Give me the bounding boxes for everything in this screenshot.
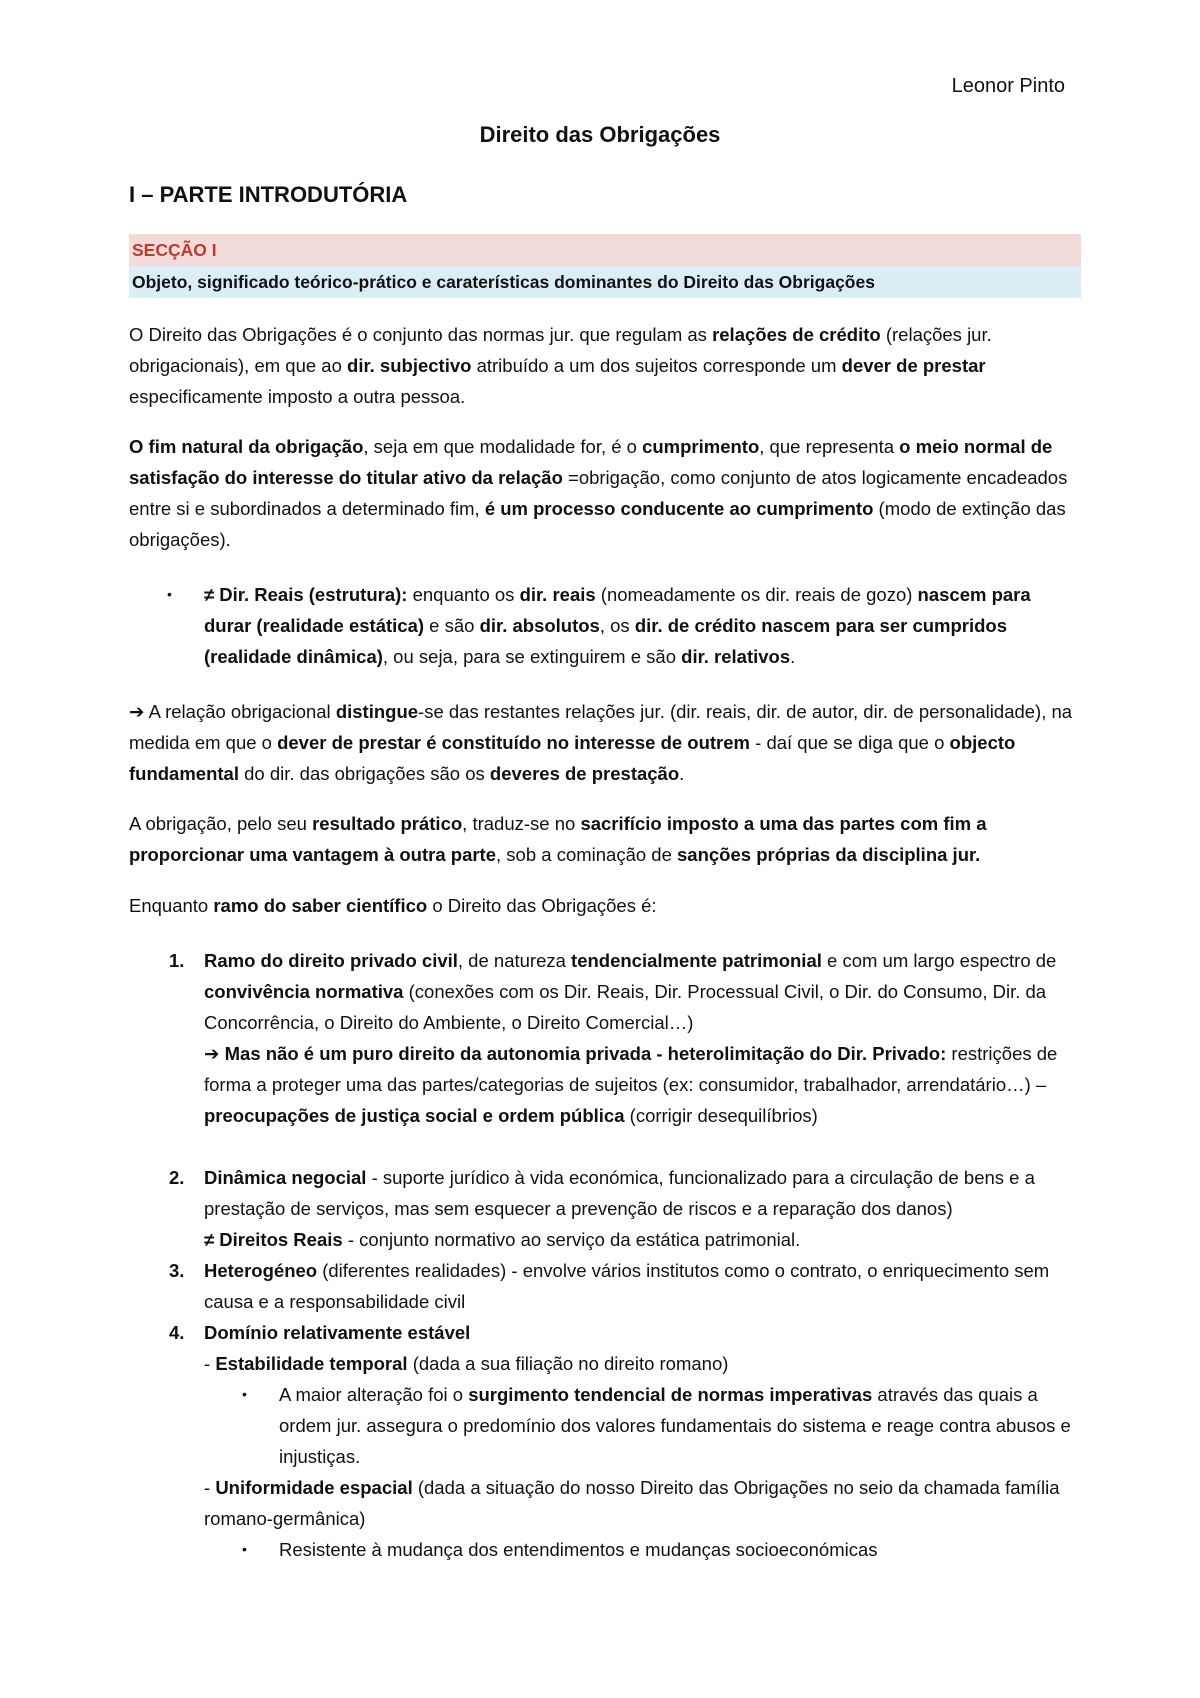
- text-run: - conjunto normativo ao serviço da estática patrimonial.: [342, 1229, 801, 1250]
- bold-text-run: nascem para durar (realidade estática): [204, 584, 1031, 636]
- list-number: 3.: [169, 1260, 185, 1281]
- bold-text-run: dir. absolutos: [479, 615, 600, 636]
- bullet-icon: •: [167, 586, 172, 602]
- paragraph-distinction: [129, 696, 1084, 789]
- text-run: A maior alteração foi o: [279, 1384, 469, 1405]
- list-item-text: [204, 1162, 1084, 1224]
- list-item-text: [204, 945, 1084, 1038]
- text-run: A relação obrigacional: [144, 701, 336, 722]
- bold-text-run: ➔: [129, 701, 145, 722]
- text-run: (modo de extinção das obrigações).: [129, 498, 1066, 550]
- text-run: (corrigir desequilíbrios): [624, 1105, 818, 1126]
- bold-text-run: Uniformidade espacial: [215, 1477, 413, 1498]
- bold-text-run: Heterogéneo: [204, 1260, 318, 1281]
- list-number: 4.: [169, 1322, 185, 1343]
- bold-text-run: sacrifício imposto a uma das partes com fim a proporcionar uma vantagem à outra parte: [129, 813, 987, 865]
- bold-text-run: sanções próprias da disciplina jur.: [677, 844, 981, 865]
- list-item: [169, 945, 1084, 1131]
- text-run: .: [790, 646, 796, 667]
- text-run: (dada a situação do nosso Direito das Obrigações no seio da chamada família romano-germânica): [204, 1477, 1060, 1529]
- list-number: 2.: [169, 1167, 185, 1188]
- text-run: (nomeadamente os dir. reais de gozo): [595, 584, 918, 605]
- text-run: (relações jur. obrigacionais), em que ao: [129, 324, 992, 376]
- paragraph-scientific-branch: [129, 890, 1084, 921]
- text-run: (dada a sua filiação no direito romano): [407, 1353, 729, 1374]
- paragraph-practical-result: [129, 808, 1084, 870]
- list-number: 1.: [169, 950, 185, 971]
- list-item: [169, 1255, 1084, 1317]
- bold-text-run: ≠ Direitos Reais: [204, 1229, 343, 1250]
- text-run: Resistente à mudança dos entendimentos e mudanças socioeconómicas: [279, 1539, 878, 1560]
- uniformity-line: [204, 1472, 1084, 1534]
- text-run: o Direito das Obrigações é:: [427, 895, 657, 916]
- bold-text-run: ramo do saber científico: [213, 895, 428, 916]
- bold-text-run: dever de prestar é constituído no interesse de outrem: [277, 732, 750, 753]
- list-item: [169, 1162, 1084, 1255]
- text-run: .: [679, 763, 685, 784]
- bold-text-run: Domínio relativamente estável: [204, 1322, 471, 1343]
- bold-text-run: o meio normal de satisfação do interesse do titular ativo da relação: [129, 436, 1053, 488]
- text-run: O Direito das Obrigações é o conjunto das normas jur. que regulam as: [129, 324, 713, 345]
- text-run: , traduz-se no: [462, 813, 581, 834]
- bold-text-run: dir. relativos: [681, 646, 791, 667]
- bold-text-run: dir. reais: [519, 584, 596, 605]
- text-run: A obrigação, pelo seu: [129, 813, 313, 834]
- text-run: - daí que se diga que o: [750, 732, 950, 753]
- bold-text-run: dever de prestar: [841, 355, 986, 376]
- bold-text-run: surgimento tendencial de normas imperativas: [468, 1384, 873, 1405]
- bold-text-run: preocupações de justiça social e ordem pública: [204, 1105, 625, 1126]
- bullet-item-real-rights: [167, 579, 1064, 672]
- text-run: , que representa: [759, 436, 900, 457]
- paragraph-definition: [129, 319, 1084, 412]
- bold-text-run: dir. subjectivo: [347, 355, 472, 376]
- bold-text-run: cumprimento: [642, 436, 760, 457]
- list-item-text: [204, 1224, 1084, 1255]
- bold-text-run: distingue: [335, 701, 419, 722]
- text-run: e são: [424, 615, 480, 636]
- bold-text-run: deveres de prestação: [489, 763, 680, 784]
- bold-text-run: objecto fundamental: [129, 732, 1016, 784]
- list-item-text: [204, 1317, 1084, 1348]
- bold-text-run: tendencialmente patrimonial: [571, 950, 822, 971]
- bold-text-run: Estabilidade temporal: [215, 1353, 408, 1374]
- text-run: , ou seja, para se extinguirem e são: [382, 646, 682, 667]
- text-run: (diferentes realidades) - envolve vários institutos como o contrato, o enriquecimento sem causa e a responsabilidade civil: [204, 1260, 1050, 1312]
- text-run: , sob a cominação de: [496, 844, 678, 865]
- text-run: =obrigação, como conjunto de atos logicamente encadeados entre si e subordinados a determinado fim,: [129, 467, 1068, 519]
- text-run: atribuído a um dos sujeitos corresponde um: [471, 355, 842, 376]
- text-run: do dir. das obrigações são os: [238, 763, 490, 784]
- bold-text-run: ≠ Dir. Reais (estrutura):: [204, 584, 408, 605]
- bold-text-run: relações de crédito: [712, 324, 881, 345]
- text-run: enquanto os: [407, 584, 520, 605]
- bold-text-run: dir. de crédito nascem para ser cumpridos (realidade dinâmica): [204, 615, 1008, 667]
- bold-text-run: O fim natural da obrigação: [129, 436, 364, 457]
- list-item-text: [204, 1038, 1084, 1131]
- bold-text-run: ➔ Mas não é um puro direito da autonomia privada - heterolimitação do Dir. Privado:: [204, 1043, 947, 1064]
- text-run: através das quais a ordem jur. assegura o predomínio dos valores fundamentais do sistema e reage contra abusos e injustiças.: [279, 1384, 1071, 1467]
- text-run: , seja em que modalidade for, é o: [363, 436, 643, 457]
- paragraph-purpose: [129, 431, 1084, 555]
- text-run: Enquanto: [129, 895, 214, 916]
- text-run: e com um largo espectro de: [821, 950, 1057, 971]
- bullet-text: [279, 1384, 1071, 1467]
- bold-text-run: Dinâmica negocial: [204, 1167, 367, 1188]
- text-run: -se das restantes relações jur. (dir. reais, dir. de autor, dir. de personalidade), na medida em que o: [129, 701, 1073, 753]
- bold-text-run: Ramo do direito privado civil: [204, 950, 458, 971]
- section-title: Objeto, significado teórico-prático e caraterísticas dominantes do Direito das Obrigações: [129, 266, 1081, 298]
- bold-text-run: convivência normativa: [204, 981, 404, 1002]
- bullet-icon: •: [242, 1541, 247, 1557]
- sub-bullet-item: [242, 1534, 1079, 1565]
- text-run: -: [204, 1477, 216, 1498]
- bullet-text: [204, 584, 1031, 667]
- list-item-text: [204, 1255, 1084, 1317]
- text-run: - suporte jurídico à vida económica, funcionalizado para a circulação de bens e a prestação de serviços, mas sem esquecer a prevenção de riscos e a reparação dos danos): [204, 1167, 1035, 1219]
- list-item: [169, 1317, 1084, 1379]
- list-item-text: [204, 1348, 1084, 1379]
- text-run: especificamente imposto a outra pessoa.: [129, 386, 466, 407]
- text-run: , de natureza: [457, 950, 572, 971]
- text-run: (conexões com os Dir. Reais, Dir. Processual Civil, o Dir. do Consumo, Dir. da Concorrência, o Direito do Ambiente, o Direito Comercial…): [204, 981, 1047, 1033]
- text-run: restrições de forma a proteger uma das partes/categorias de sujeitos (ex: consumidor, trabalhador, arrendatário…) –: [204, 1043, 1058, 1095]
- part-heading: I – PARTE INTRODUTÓRIA: [129, 182, 408, 207]
- section-label: SECÇÃO I: [129, 234, 1081, 266]
- bullet-icon: •: [242, 1386, 247, 1402]
- bold-text-run: resultado prático: [312, 813, 463, 834]
- bullet-text: [279, 1539, 878, 1560]
- text-run: -: [204, 1353, 216, 1374]
- text-run: , os: [599, 615, 635, 636]
- sub-bullet-item: [242, 1379, 1079, 1472]
- author-name: Leonor Pinto: [951, 75, 1065, 97]
- document-title: Direito das Obrigações: [479, 122, 721, 147]
- bold-text-run: é um processo conducente ao cumprimento: [484, 498, 874, 519]
